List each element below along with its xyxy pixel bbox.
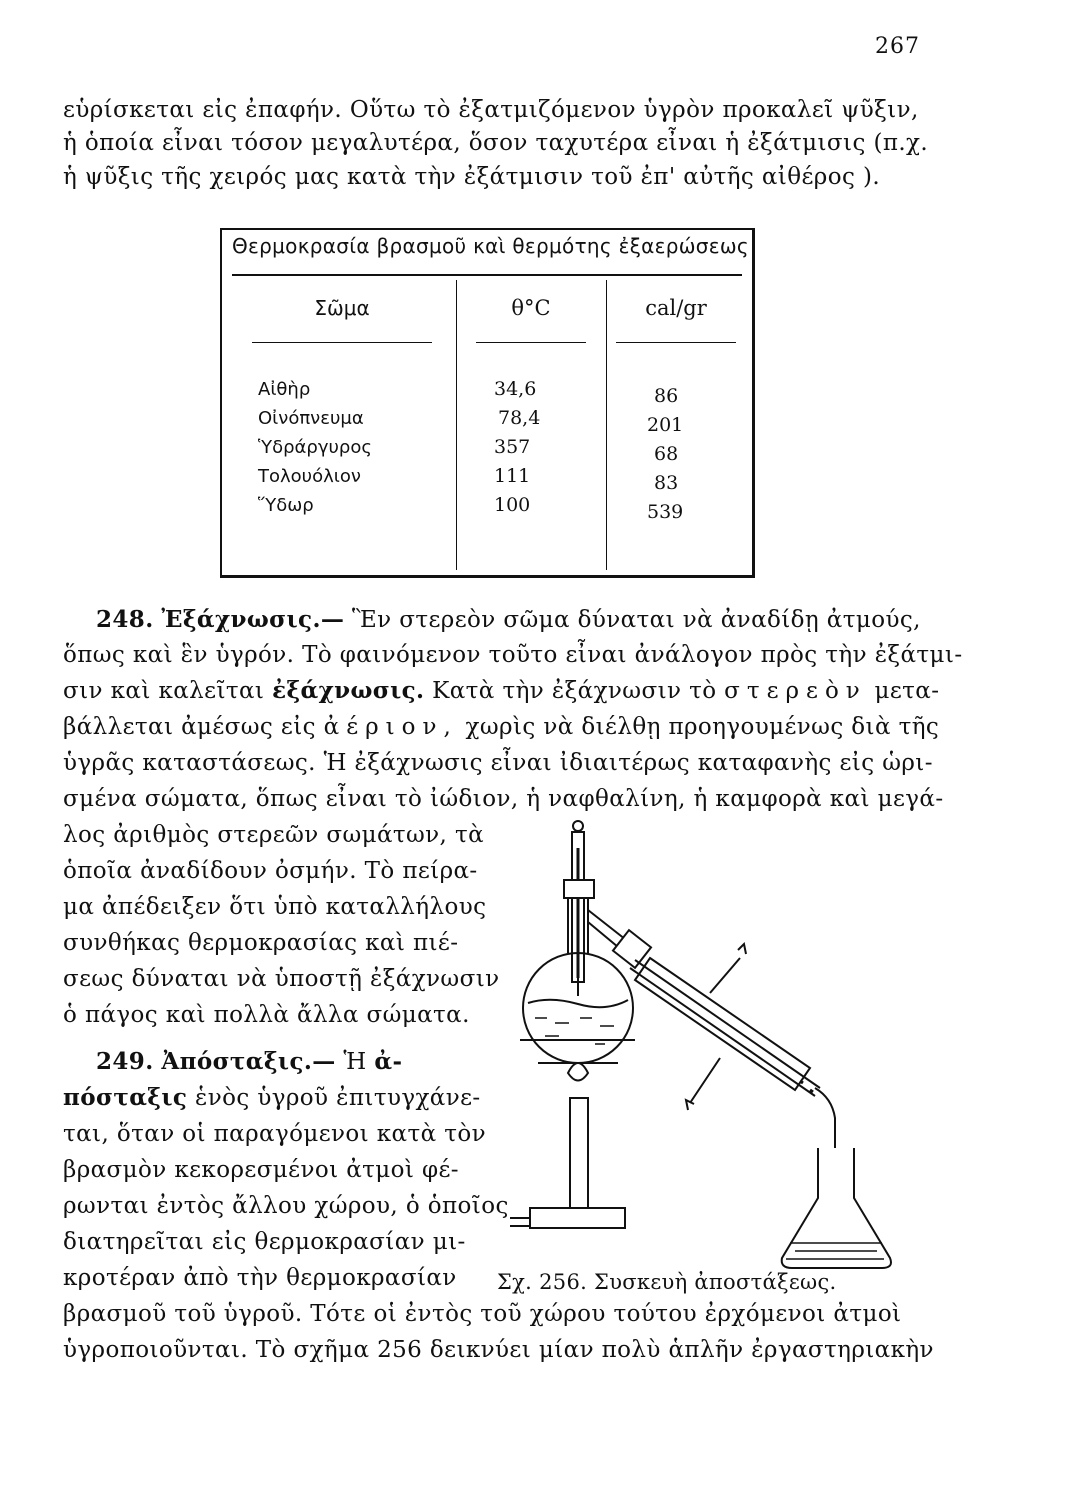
spaced-term: ἀέριον,: [323, 714, 458, 740]
text-span: βάλλεται ἀμέσως εἰς: [63, 714, 316, 740]
table-cell-name: Ὕδωρ: [258, 495, 314, 516]
column-header-substance: Σῶμα: [314, 296, 370, 320]
body-line: λος ἀριθμὸς στερεῶν σωμάτων, τὰ: [63, 822, 485, 848]
water-inlet-arrow: [686, 1100, 694, 1110]
liquid-surface: [528, 1000, 628, 1007]
section-heading: Ἐξάχνωσις.—: [161, 606, 345, 633]
distillate: [786, 1243, 884, 1259]
body-line: ρωνται ἐντὸς ἄλλου χώρου, ὁ ὁποῖος: [63, 1193, 509, 1219]
table-cell-name: Τολουόλιον: [258, 466, 361, 487]
figure-caption: Σχ. 256. Συσκευὴ ἀποστάξεως.: [497, 1270, 837, 1294]
bold-term: πόσταξις: [63, 1084, 188, 1111]
body-line: σεως δύναται νὰ ὑποστῇ ἐξάχνωσιν: [63, 966, 500, 992]
spaced-term: στερεὸν: [724, 678, 867, 704]
body-line: ὅπως καὶ ἓν ὑγρόν. Τὸ φαινόμενον τοῦτο εἶναι ἀνάλογον πρὸς τὴν ἐξάτμι-: [63, 642, 963, 668]
water-inlet: [690, 1058, 720, 1103]
column-header-heat: cal/gr: [645, 296, 707, 320]
bold-term: ἐξάχνωσις.: [272, 677, 425, 704]
body-line: ἡ ὁποία εἶναι τόσον μεγαλυτέρα, ὅσον ταχυτέρα εἶναι ἡ ἐξάτμισις (π.χ.: [63, 130, 929, 156]
text-span: ἑνὸς ὑγροῦ ἐπιτυγχάνε-: [194, 1085, 481, 1111]
inner-tube: [630, 968, 815, 1096]
table-cell-heat: 68: [654, 443, 679, 465]
text-span: μετα-: [874, 678, 940, 704]
table-rule: [232, 274, 742, 276]
flame: [568, 1063, 588, 1081]
body-line: ὁποῖα ἀναδίδουν ὀσμήν. Τὸ πείρα-: [63, 858, 478, 884]
distillation-apparatus-figure: [510, 818, 910, 1288]
body-line: [63, 676, 939, 706]
body-line: ται, ὅταν οἱ παραγόμενοι κατὰ τὸν: [63, 1121, 487, 1147]
body-line: βρασμὸν κεκορεσμένοι ἀτμοὶ φέ-: [63, 1157, 459, 1183]
body-line: [63, 712, 939, 742]
page-number: 267: [875, 34, 920, 59]
column-divider: [606, 280, 607, 570]
section-number: 249.: [96, 1048, 154, 1075]
body-line: ὑγροποιοῦνται. Τὸ σχῆμα 256 δεικνύει μίαν πολὺ ἁπλῆν ἐργαστηριακὴν: [63, 1337, 934, 1363]
table-cell-heat: 539: [647, 501, 684, 523]
column-divider: [456, 280, 457, 570]
table-cell-name: Αἰθὴρ: [258, 379, 311, 400]
body-line: συνθήκας θερμοκρασίας καὶ πιέ-: [63, 930, 459, 956]
water-outlet-arrow: [738, 944, 746, 954]
body-line: σμένα σώματα, ὅπως εἶναι τὸ ἰώδιον, ἡ ναφθαλίνη, ἡ καμφορὰ καὶ μεγά-: [63, 786, 944, 812]
body-line: ἡ ψῦξις τῆς χειρός μας κατὰ τὴν ἐξάτμισιν τοῦ ἐπ' αὐτῆς αἰθέρος ).: [63, 164, 881, 190]
table-title: Θερμοκρασία βρασμοῦ καὶ θερμότης ἐξαερώσεως: [232, 234, 749, 258]
bunsen-burner: [570, 1098, 588, 1208]
table-cell-temp: 357: [494, 436, 531, 458]
body-line: ὑγρᾶς καταστάσεως. Ἡ ἐξάχνωσις εἶναι ἰδιαιτέρως καταφανὴς εἰς ὡρι-: [63, 750, 933, 776]
section-248-line: [96, 605, 921, 635]
bold-term: ἀ-: [374, 1048, 403, 1075]
burner-base: [530, 1208, 625, 1228]
body-line: κροτέραν ἀπὸ τὴν θερμοκρασίαν: [63, 1265, 457, 1291]
section-number: 248.: [96, 606, 154, 633]
table-cell-temp: 111: [494, 465, 531, 487]
table-cell-temp: 100: [494, 494, 531, 516]
text-span: Ἓν στερεὸν σῶμα δύναται νὰ ἀναδίδῃ ἀτμούς,: [351, 607, 921, 633]
receiving-flask: [782, 1148, 891, 1268]
boiling-point-table: [220, 228, 755, 578]
body-line: διατηρεῖται εἰς θερμοκρασίαν μι-: [63, 1229, 466, 1255]
section-249-line: [96, 1047, 402, 1077]
body-line: ὁ πάγος καὶ πολλὰ ἄλλα σώματα.: [63, 1002, 470, 1028]
table-cell-temp: 78,4: [498, 407, 541, 429]
table-cell-name: Οἰνόπνευμα: [258, 408, 364, 429]
table-cell-heat: 201: [647, 414, 684, 436]
flask-stopper: [564, 880, 594, 898]
text-span: χωρὶς νὰ διέλθῃ προηγουμένως διὰ τῆς: [465, 714, 940, 740]
table-cell-name: Ὑδράργυρος: [258, 437, 372, 458]
header-rule: [252, 342, 432, 343]
text-span: Ἡ: [343, 1049, 367, 1075]
column-header-temperature: θ°C: [511, 296, 551, 320]
water-outlet: [710, 958, 740, 993]
header-rule: [616, 342, 736, 343]
text-span: Κατὰ τὴν ἐξάχνωσιν τὸ: [432, 678, 717, 704]
table-cell-heat: 86: [654, 385, 679, 407]
delivery-tube: [815, 1088, 835, 1148]
section-heading: Ἀπόσταξις.—: [161, 1048, 336, 1075]
body-line: μα ἀπέδειξεν ὅτι ὑπὸ καταλλήλους: [63, 894, 487, 920]
text-span: σιν καὶ καλεῖται: [63, 678, 265, 704]
thermometer-ring: [573, 821, 583, 831]
body-line: βρασμοῦ τοῦ ὑγροῦ. Τότε οἱ ἐντὸς τοῦ χώρου τούτου ἐρχόμενοι ἀτμοὶ: [63, 1301, 902, 1327]
inner-tube: [635, 960, 820, 1088]
body-line: εὑρίσκεται εἰς ἐπαφήν. Οὕτω τὸ ἐξατμιζόμενον ὑγρὸν προκαλεῖ ψῦξιν,: [63, 97, 919, 123]
header-rule: [476, 342, 586, 343]
table-cell-heat: 83: [654, 472, 679, 494]
table-cell-temp: 34,6: [494, 378, 537, 400]
condenser-joint: [613, 930, 651, 968]
body-line: [63, 1083, 481, 1113]
